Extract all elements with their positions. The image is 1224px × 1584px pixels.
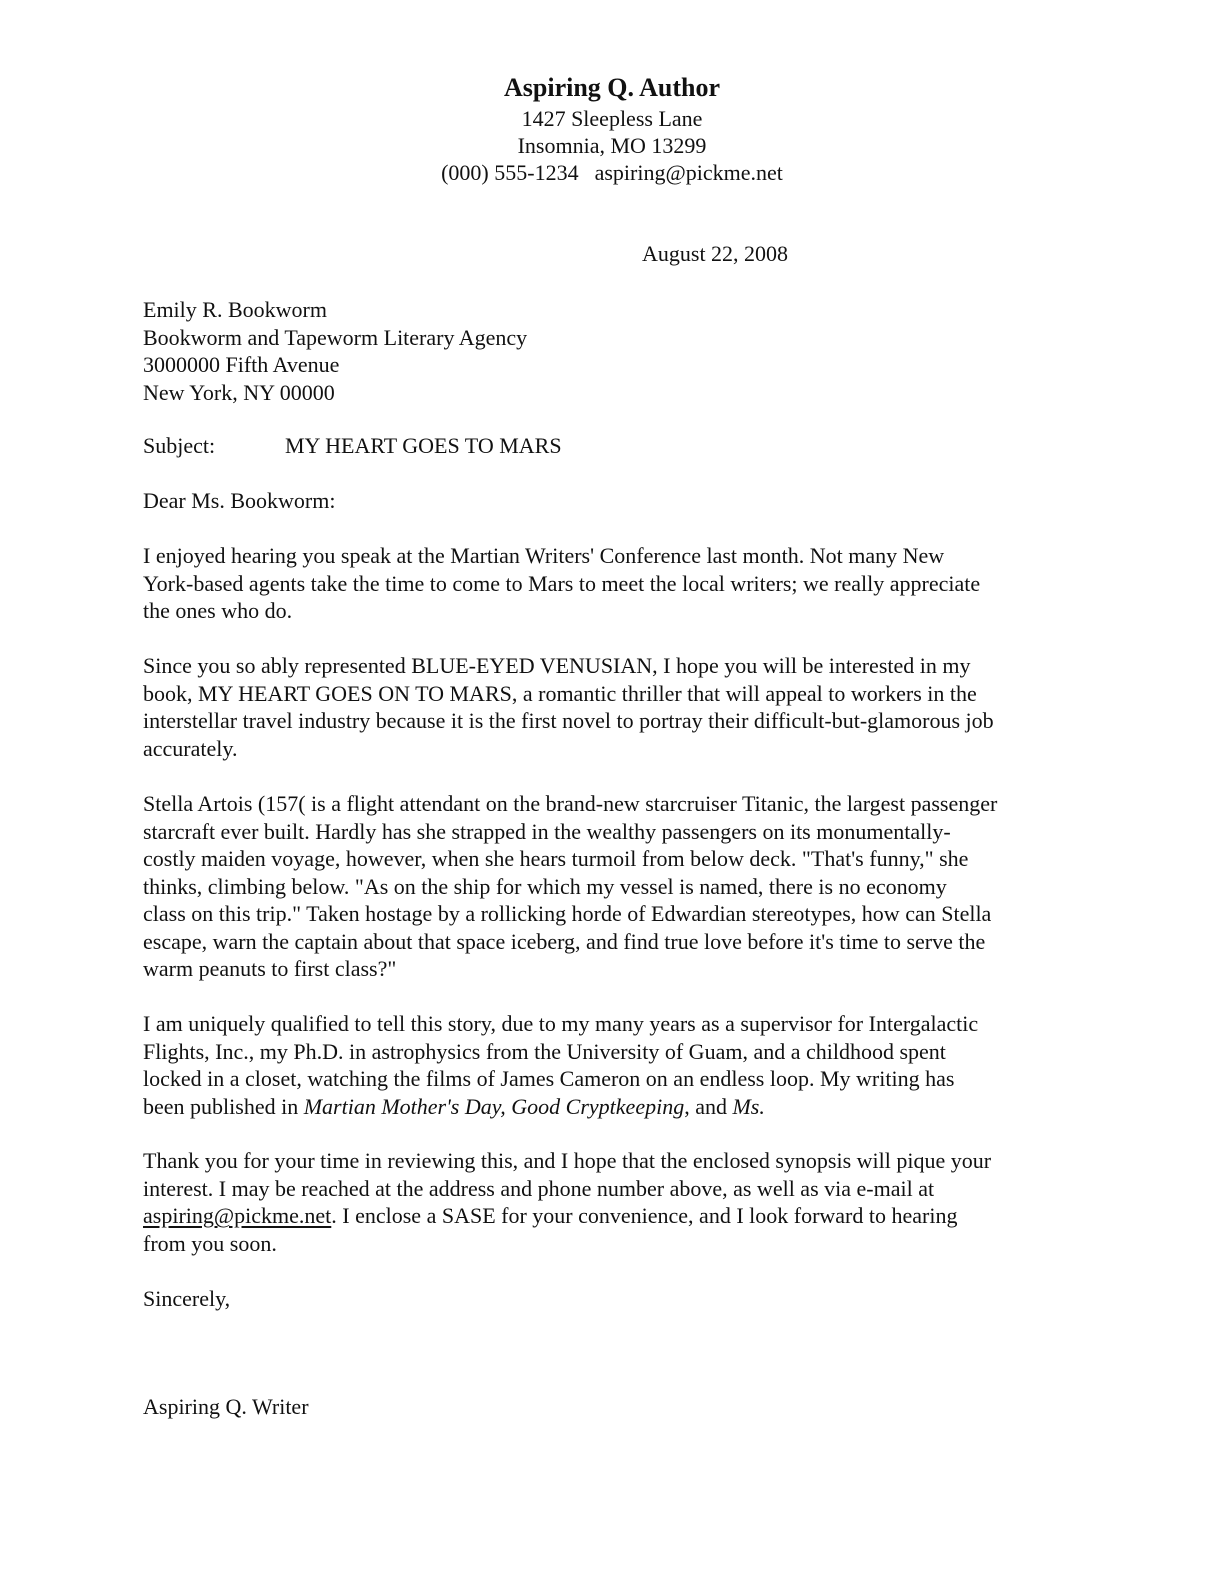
recipient-street: 3000000 Fifth Avenue (143, 352, 340, 377)
sender-city: Insomnia, MO 13299 (517, 133, 707, 158)
publication-prefix: been published in (143, 1093, 304, 1119)
paragraph-line: book, MY HEART GOES ON TO MARS, a romantic thriller that will appeal to workers in the (143, 680, 977, 706)
paragraph-line: locked in a closet, watching the films of James Cameron on an endless loop. My writing has (143, 1066, 955, 1091)
paragraph-text: . I enclose a SASE for your convenience, and I look forward to hearing (331, 1203, 958, 1228)
closing: Sincerely, (143, 1286, 231, 1311)
sender-name: Aspiring Q. Author (504, 73, 720, 102)
sender-email: aspiring@pickme.net (594, 160, 783, 185)
recipient-name: Emily R. Bookworm (143, 297, 327, 322)
salutation: Dear Ms. Bookworm: (143, 488, 336, 513)
paragraph-line: starcraft ever built. Hardly has she strapped in the wealthy passengers on its monumentally- (143, 818, 951, 844)
recipient-address (143, 296, 1083, 406)
paragraph-line: warm peanuts to first class?" (143, 956, 397, 981)
paragraph-line: Since you so ably represented BLUE-EYED VENUSIAN, I hope you will be interested in my (143, 653, 971, 678)
paragraph-credentials (143, 1010, 1083, 1120)
email-link[interactable]: aspiring@pickme.net (143, 1203, 332, 1228)
paragraph-line (143, 1202, 1083, 1230)
recipient-agency: Bookworm and Tapeworm Literary Agency (143, 324, 528, 350)
paragraph-line (143, 1093, 1083, 1121)
publication-titles: Martian Mother's Day, Good Cryptkeeping (303, 1093, 685, 1119)
paragraph-line: accurately. (143, 735, 238, 761)
signature-name: Aspiring Q. Writer (143, 1394, 309, 1419)
paragraph-synopsis (143, 790, 1083, 983)
sender-street: 1427 Sleepless Lane (521, 106, 703, 131)
sender-contact (0, 159, 1224, 186)
paragraph-line: Stella Artois (157( is a flight attendant on the brand-new starcruiser Titanic, the largest passenger (143, 791, 998, 816)
paragraph-intro (143, 542, 1083, 625)
paragraph-line: interest. I may be reached at the address and phone number above, as well as via e-mail at (143, 1175, 935, 1201)
paragraph-line: Flights, Inc., my Ph.D. in astrophysics from the University of Guam, and a childhood spent (143, 1038, 946, 1064)
paragraph-line: I am uniquely qualified to tell this story, due to my many years as a supervisor for Intergalactic (143, 1011, 979, 1036)
paragraph-line: class on this trip." Taken hostage by a rollicking horde of Edwardian stereotypes, how can Stella (143, 901, 992, 926)
paragraph-closing (143, 1147, 1083, 1257)
paragraph-line: interstellar travel industry because it is the first novel to portray their difficult-but-glamorous job (143, 708, 994, 733)
paragraph-line: thinks, climbing below. "As on the ship for which my vessel is named, there is no economy (143, 873, 947, 899)
paragraph-pitch (143, 652, 1083, 762)
subject-label: Subject: (143, 433, 216, 458)
paragraph-line: I enjoyed hearing you speak at the Martian Writers' Conference last month. Not many New (143, 543, 945, 568)
paragraph-line: Thank you for your time in reviewing this, and I hope that the enclosed synopsis will pique your (143, 1148, 992, 1173)
subject-line (143, 432, 1083, 460)
paragraph-line: costly maiden voyage, however, when she hears turmoil from below deck. "That's funny," she (143, 846, 969, 871)
paragraph-line: the ones who do. (143, 598, 293, 623)
publication-joiner: , and (684, 1093, 733, 1119)
paragraph-line: York-based agents take the time to come to Mars to meet the local writers; we really appreciate (143, 570, 981, 596)
publication-ms: Ms. (732, 1093, 765, 1119)
sender-phone: (000) 555-1234 (441, 160, 579, 185)
paragraph-line: from you soon. (143, 1230, 277, 1256)
paragraph-line: escape, warn the captain about that space iceberg, and find true love before it's time to serve the (143, 928, 986, 954)
subject-title: MY HEART GOES TO MARS (285, 433, 562, 458)
recipient-city: New York, NY 00000 (143, 379, 335, 405)
letter-date: August 22, 2008 (642, 241, 789, 266)
